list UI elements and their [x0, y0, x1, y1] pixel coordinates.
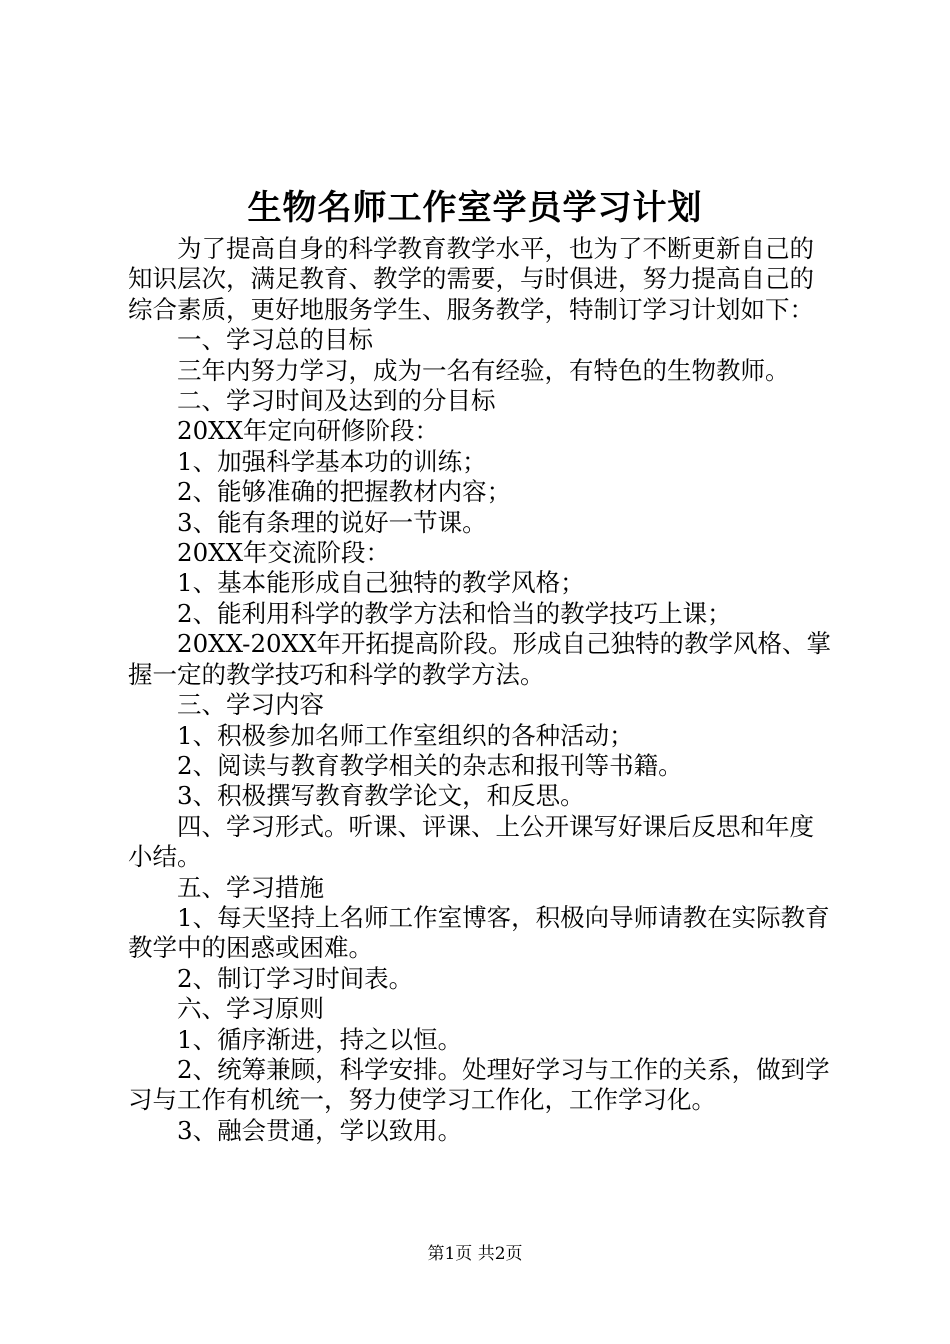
- page-number-footer: 第1页 共2页: [427, 1244, 523, 1264]
- list-item: 3、能有条理的说好一节课。: [177, 507, 487, 537]
- stage-exchange: 20XX年交流阶段：: [177, 538, 391, 568]
- list-item: 2、制订学习时间表。: [177, 963, 414, 993]
- list-item: 1、积极参加名师工作室组织的各种活动；: [177, 720, 634, 750]
- paragraph-overall-goal: 三年内努力学习，成为一名有经验，有特色的生物教师。: [177, 355, 790, 385]
- heading-study-content: 三、学习内容: [177, 690, 324, 720]
- heading-study-principles: 六、学习原则: [177, 994, 324, 1024]
- heading-study-measures: 五、学习措施: [177, 872, 324, 902]
- paragraph-intro: 为了提高自身的科学教育教学水平，也为了不断更新自己的知识层次，满足教育、教学的需要，与时俱进，努力提高自己的综合素质，更好地服务学生、服务教学，特制订学习计划如下：: [128, 234, 814, 324]
- document-body: [128, 234, 832, 1146]
- heading-overall-goal: 一、学习总的目标: [177, 325, 373, 355]
- stage-directed-study: 20XX年定向研修阶段：: [177, 416, 440, 446]
- heading-study-form: 四、学习形式。听课、评课、上公开课写好课后反思和年度小结。: [128, 811, 814, 872]
- heading-time-goals: 二、学习时间及达到的分目标: [177, 386, 496, 416]
- list-item: 2、能利用科学的教学方法和恰当的教学技巧上课；: [177, 598, 732, 628]
- list-item: 3、积极撰写教育教学论文，和反思。: [177, 781, 585, 811]
- list-item: 1、加强科学基本功的训练；: [177, 446, 487, 476]
- list-item: 1、循序渐进，持之以恒。: [177, 1024, 463, 1054]
- list-item: 1、每天坚持上名师工作室博客，积极向导师请教在实际教育教学中的困惑或困难。: [128, 902, 830, 963]
- document-title: 生物名师工作室学员学习计划: [247, 188, 703, 228]
- list-item: 2、能够准确的把握教材内容；: [177, 477, 512, 507]
- list-item: 3、融会贯通，学以致用。: [177, 1115, 463, 1145]
- list-item: 2、统筹兼顾，科学安排。处理好学习与工作的关系，做到学习与工作有机统一，努力使学习工作化，工作学习化。: [128, 1054, 830, 1115]
- list-item: 2、阅读与教育教学相关的杂志和报刊等书籍。: [177, 750, 683, 780]
- stage-improvement: 20XX-20XX年开拓提高阶段。形成自己独特的教学风格、掌握一定的教学技巧和科学的教学方法。: [128, 629, 832, 689]
- list-item: 1、基本能形成自己独特的教学风格；: [177, 568, 585, 598]
